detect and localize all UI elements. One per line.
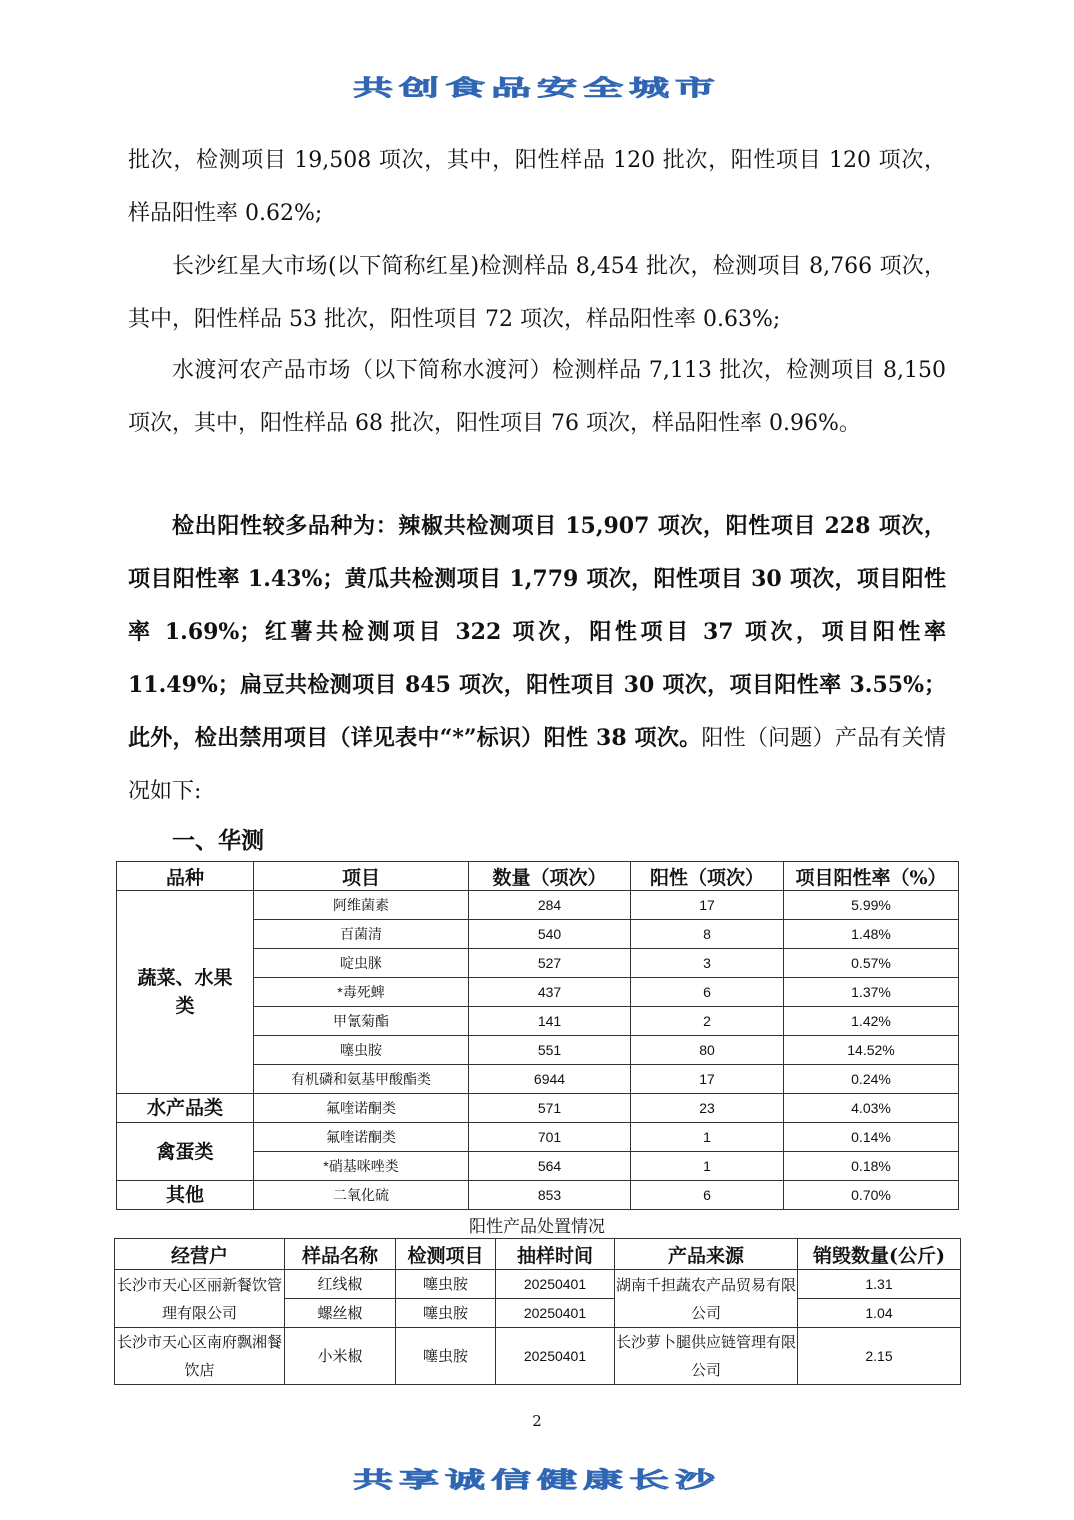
test-item-cell: 噻虫胺 bbox=[396, 1270, 496, 1299]
item-cell: 甲氰菊酯 bbox=[254, 1007, 469, 1036]
header-item: 项目 bbox=[254, 862, 469, 891]
count-cell: 141 bbox=[469, 1007, 631, 1036]
positive-cell: 8 bbox=[631, 920, 784, 949]
table-row bbox=[115, 1328, 961, 1385]
sample-cell: 螺丝椒 bbox=[285, 1299, 396, 1328]
item-cell: 百菌清 bbox=[254, 920, 469, 949]
footer-banner: 共享诚信健康长沙 bbox=[353, 1467, 721, 1494]
positive-cell: 1 bbox=[631, 1123, 784, 1152]
test-item-cell: 噻虫胺 bbox=[396, 1299, 496, 1328]
item-cell: 氟喹诺酮类 bbox=[254, 1094, 469, 1123]
item-cell: 有机磷和氨基甲酸酯类 bbox=[254, 1065, 469, 1094]
date-cell: 20250401 bbox=[496, 1270, 615, 1299]
header-sample: 样品名称 bbox=[285, 1239, 396, 1270]
category-cell bbox=[117, 891, 254, 1094]
table-row bbox=[117, 1181, 959, 1210]
section-title: 一、华测 bbox=[172, 827, 264, 854]
sample-cell: 小米椒 bbox=[285, 1328, 396, 1385]
vendor-cell: 长沙市天心区南府飘湘餐饮店 bbox=[115, 1328, 285, 1385]
rate-cell: 0.18% bbox=[784, 1152, 959, 1181]
item-cell: 噻虫胺 bbox=[254, 1036, 469, 1065]
table-header-row bbox=[115, 1239, 961, 1270]
category-cell: 水产品类 bbox=[117, 1094, 254, 1123]
rate-cell: 4.03% bbox=[784, 1094, 959, 1123]
header-destroyed-qty: 销毁数量(公斤) bbox=[798, 1239, 961, 1270]
rate-cell: 0.57% bbox=[784, 949, 959, 978]
category-cell: 其他 bbox=[117, 1181, 254, 1210]
date-cell: 20250401 bbox=[496, 1299, 615, 1328]
table-header-row bbox=[117, 862, 959, 891]
rate-cell: 14.52% bbox=[784, 1036, 959, 1065]
header-category: 品种 bbox=[117, 862, 254, 891]
header-source: 产品来源 bbox=[615, 1239, 798, 1270]
item-cell: 阿维菌素 bbox=[254, 891, 469, 920]
category-label: 蔬菜、水果类 bbox=[137, 967, 233, 1017]
item-cell: *毒死蜱 bbox=[254, 978, 469, 1007]
test-item-cell: 噻虫胺 bbox=[396, 1328, 496, 1385]
rate-cell: 1.48% bbox=[784, 920, 959, 949]
count-cell: 540 bbox=[469, 920, 631, 949]
rate-cell: 0.24% bbox=[784, 1065, 959, 1094]
paragraph-4-normal: 阳性（问题）产品有关情况如下: bbox=[128, 726, 946, 804]
date-cell: 20250401 bbox=[496, 1328, 615, 1385]
positive-cell: 80 bbox=[631, 1036, 784, 1065]
page-number: 2 bbox=[532, 1412, 542, 1430]
header-vendor: 经营户 bbox=[115, 1239, 285, 1270]
rate-cell: 0.14% bbox=[784, 1123, 959, 1152]
paragraph-4-bold: 检出阳性较多品种为：辣椒共检测项目 15,907 项次，阳性项目 228 项次，项目阳性率 1.43%；黄瓜共检测项目 1,779 项次，阳性项目 30 项次，项目阳性率 1.69%；红薯共检测项目 322 项次，阳性项目 37 项次，项目阳性率 11.49%；扁豆共检测项目 845 项次，阳性项目 30 项次，项目阳性率 3.55%；此外，检出禁用项目（详见表中“*”标识）阳性 38 项次。 bbox=[128, 513, 946, 751]
vendor-cell: 长沙市天心区丽新餐饮管理有限公司 bbox=[115, 1270, 285, 1328]
positive-cell: 17 bbox=[631, 1065, 784, 1094]
source-cell: 湖南千担蔬农产品贸易有限公司 bbox=[615, 1270, 798, 1328]
paragraph-3: 水渡河农产品市场（以下简称水渡河）检测样品 7,113 批次，检测项目 8,150 项次，其中，阳性样品 68 批次，阳性项目 76 项次，样品阳性率 0.96%。 bbox=[128, 358, 946, 436]
table-row bbox=[117, 1094, 959, 1123]
count-cell: 853 bbox=[469, 1181, 631, 1210]
positive-cell: 3 bbox=[631, 949, 784, 978]
count-cell: 701 bbox=[469, 1123, 631, 1152]
rate-cell: 0.70% bbox=[784, 1181, 959, 1210]
positive-cell: 2 bbox=[631, 1007, 784, 1036]
count-cell: 527 bbox=[469, 949, 631, 978]
positive-cell: 17 bbox=[631, 891, 784, 920]
positive-cell: 6 bbox=[631, 1181, 784, 1210]
count-cell: 6944 bbox=[469, 1065, 631, 1094]
paragraph-2: 长沙红星大市场(以下简称红星)检测样品 8,454 批次，检测项目 8,766 项次，其中，阳性样品 53 批次，阳性项目 72 项次，样品阳性率 0.63%; bbox=[128, 254, 946, 332]
header-test-item: 检测项目 bbox=[396, 1239, 496, 1270]
positive-cell: 6 bbox=[631, 978, 784, 1007]
sample-cell: 红线椒 bbox=[285, 1270, 396, 1299]
test-results-table bbox=[116, 861, 959, 1210]
table-row bbox=[117, 891, 959, 920]
paragraph-4 bbox=[128, 500, 946, 818]
item-cell: 啶虫脒 bbox=[254, 949, 469, 978]
source-cell: 长沙萝卜腿供应链管理有限公司 bbox=[615, 1328, 798, 1385]
rate-cell: 1.37% bbox=[784, 978, 959, 1007]
header-count: 数量（项次） bbox=[469, 862, 631, 891]
qty-cell: 1.04 bbox=[798, 1299, 961, 1328]
disposal-table bbox=[114, 1238, 961, 1385]
rate-cell: 1.42% bbox=[784, 1007, 959, 1036]
positive-cell: 1 bbox=[631, 1152, 784, 1181]
header-sample-date: 抽样时间 bbox=[496, 1239, 615, 1270]
qty-cell: 2.15 bbox=[798, 1328, 961, 1385]
positive-cell: 23 bbox=[631, 1094, 784, 1123]
rate-cell: 5.99% bbox=[784, 891, 959, 920]
disposal-table-caption: 阳性产品处置情况 bbox=[469, 1217, 605, 1237]
header-banner: 共创食品安全城市 bbox=[353, 75, 721, 102]
item-cell: 氟喹诺酮类 bbox=[254, 1123, 469, 1152]
header-positive: 阳性（项次） bbox=[631, 862, 784, 891]
qty-cell: 1.31 bbox=[798, 1270, 961, 1299]
category-cell: 禽蛋类 bbox=[117, 1123, 254, 1181]
count-cell: 551 bbox=[469, 1036, 631, 1065]
paragraph-1: 批次，检测项目 19,508 项次，其中，阳性样品 120 批次，阳性项目 120 项次，样品阳性率 0.62%; bbox=[128, 148, 946, 226]
count-cell: 437 bbox=[469, 978, 631, 1007]
table-row bbox=[115, 1270, 961, 1299]
item-cell: *硝基咪唑类 bbox=[254, 1152, 469, 1181]
header-rate: 项目阳性率（%） bbox=[784, 862, 959, 891]
count-cell: 571 bbox=[469, 1094, 631, 1123]
count-cell: 564 bbox=[469, 1152, 631, 1181]
item-cell: 二氧化硫 bbox=[254, 1181, 469, 1210]
table-row bbox=[117, 1123, 959, 1152]
count-cell: 284 bbox=[469, 891, 631, 920]
